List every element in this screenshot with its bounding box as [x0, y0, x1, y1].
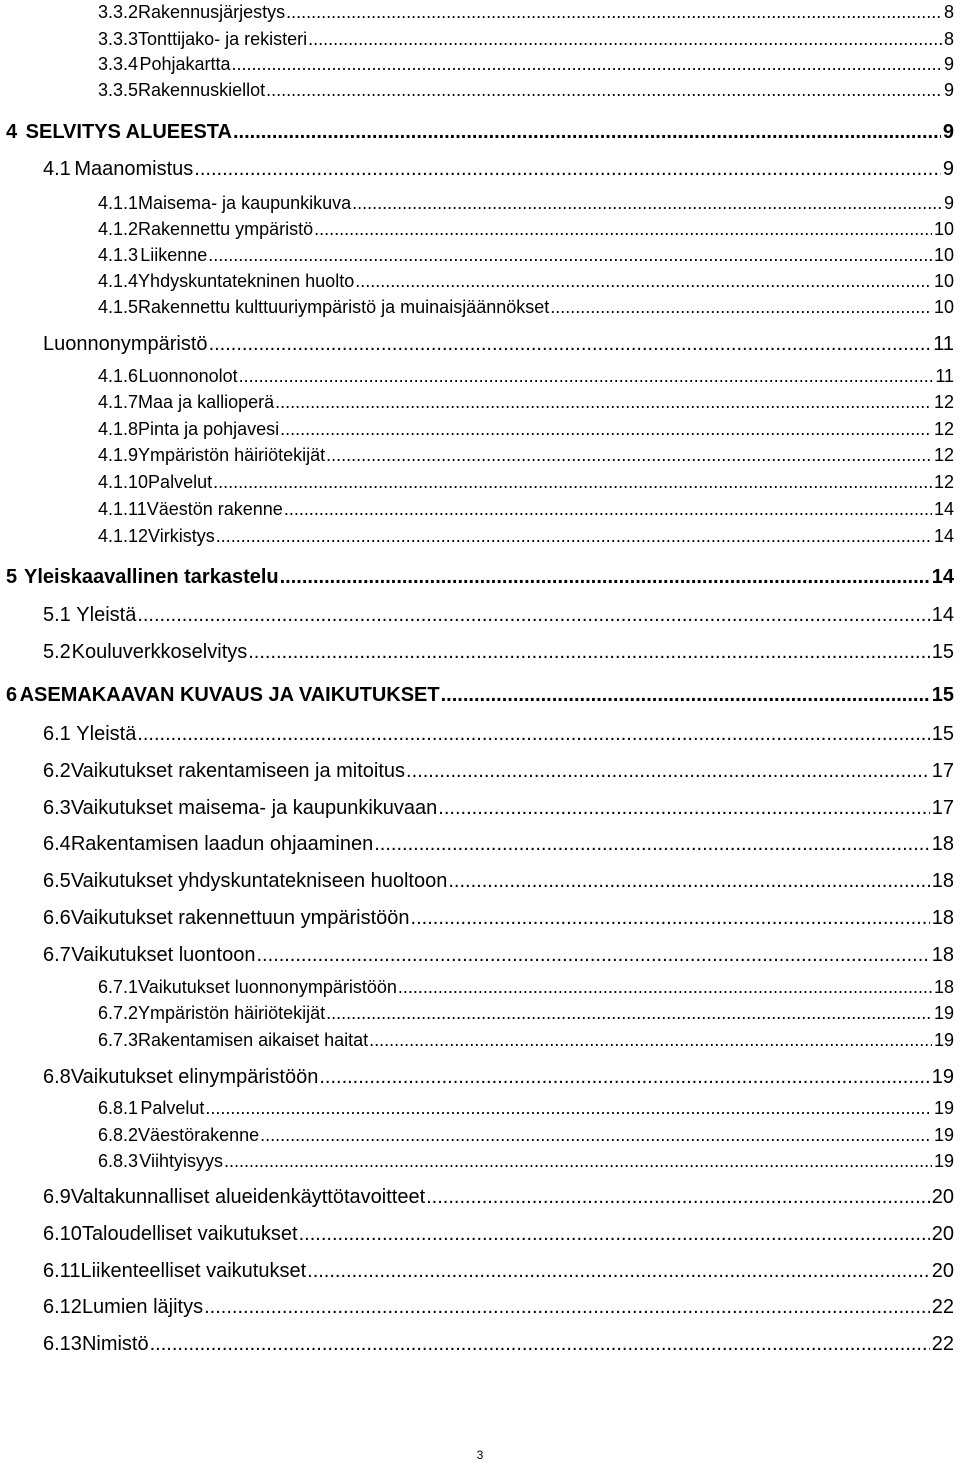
toc-entry-page: 11 [933, 333, 954, 355]
dot-leader [319, 1066, 929, 1089]
toc-entry-title: Valtakunnalliset alueidenkäyttötavoitteet [70, 1186, 426, 1208]
toc-entry-number: 4.1.1 [98, 193, 139, 213]
toc-entry-number: 4.1.4 [98, 271, 139, 291]
dot-leader [137, 604, 929, 627]
dot-leader [280, 419, 932, 440]
toc-entry-number: 3.3.2 [98, 2, 139, 22]
toc-entry-number: 6.8.1 [98, 1098, 139, 1118]
toc-entry[interactable] [98, 419, 954, 440]
dot-leader [307, 1260, 930, 1283]
dot-leader [205, 1098, 932, 1119]
toc-entry-title: Viihtyisyys [139, 1151, 223, 1171]
dot-leader [275, 392, 932, 413]
toc-entry[interactable] [43, 604, 954, 627]
toc-entry-title: Väestörakenne [138, 1125, 260, 1145]
toc-entry-number: 6.5 [43, 870, 71, 892]
dot-leader [208, 245, 932, 266]
dot-leader [441, 684, 930, 707]
toc-entry-title: Nimistö [81, 1333, 149, 1355]
toc-entry-page: 15 [931, 723, 954, 745]
toc-entry-title: ASEMAKAAVAN KUVAUS JA VAIKUTUKSET [19, 684, 440, 706]
toc-entry[interactable] [43, 1066, 954, 1089]
toc-entry[interactable] [98, 297, 954, 318]
toc-entry[interactable] [98, 472, 954, 493]
page-number: 3 [476, 1448, 484, 1462]
toc-entry-title: Yleiskaavallinen tarkastelu [24, 566, 279, 588]
toc-entry-page: 14 [933, 526, 954, 546]
dot-leader [374, 833, 930, 856]
toc-entry[interactable] [98, 271, 954, 292]
toc-entry-title: Virkistys [148, 526, 215, 546]
toc-entry-page: 10 [933, 297, 954, 317]
toc-entry-page: 20 [931, 1260, 954, 1282]
toc-entry-page: 8 [943, 2, 954, 22]
toc-entry-page: 14 [931, 566, 954, 588]
toc-entry-title: Ympäristön häiriötekijät [138, 445, 326, 465]
toc-entry-page: 18 [931, 870, 954, 892]
toc-entry-title: Vaikutukset rakennettuun ympäristöön [70, 907, 410, 929]
toc-entry-title: Vaikutukset maisema- ja kaupunkikuvaan [70, 797, 438, 819]
toc-entry-title: Vaikutukset luontoon [71, 944, 256, 966]
toc-entry-number: 4.1.10 [98, 472, 149, 492]
toc-entry-page: 9 [943, 80, 954, 100]
toc-entry-number: 6.3 [43, 797, 71, 819]
toc-entry[interactable] [43, 723, 954, 746]
toc-entry-page: 17 [931, 760, 954, 782]
toc-entry-page: 19 [933, 1098, 954, 1118]
toc-entry[interactable] [43, 641, 954, 664]
toc-entry-number: 4.1.5 [98, 297, 139, 317]
toc-entry-title: Rakentamisen laadun ohjaaminen [70, 833, 374, 855]
toc-entry-page: 9 [942, 121, 954, 143]
toc-entry-title: Vaikutukset yhdyskuntatekniseen huoltoon [70, 870, 448, 892]
toc-entry-number: 4.1.9 [98, 445, 139, 465]
toc-entry[interactable] [43, 760, 954, 783]
toc-entry-title: Lumien läjitys [81, 1296, 204, 1318]
toc-entry-number: 6.8.2 [98, 1125, 139, 1145]
toc-entry-number: 4.1.8 [98, 419, 139, 439]
toc-entry-page: 18 [931, 833, 954, 855]
toc-entry-title: Maa ja kallioperä [138, 392, 275, 412]
dot-leader [137, 723, 929, 746]
toc-entry-number: 6.6 [43, 907, 71, 929]
toc-entry-number: 6.8 [43, 1066, 71, 1088]
toc-entry-title: Yleistä [76, 604, 137, 626]
toc-entry-number: 6.2 [43, 760, 71, 782]
toc-entry-title: SELVITYS ALUEESTA [25, 121, 232, 143]
toc-entry-page: 10 [933, 271, 954, 291]
toc-entry[interactable] [98, 499, 954, 520]
toc-entry-title: Vaikutukset elinympäristöön [70, 1066, 319, 1088]
toc-entry-number: 4.1.2 [98, 219, 139, 239]
toc-entry-number: 5.1 [43, 604, 71, 626]
toc-entry[interactable] [43, 907, 954, 930]
dot-leader [355, 271, 932, 292]
toc-entry-title: Yleistä [76, 723, 137, 745]
toc-entry[interactable] [43, 1260, 954, 1283]
toc-entry-number: 4.1.11 [98, 499, 147, 519]
toc-entry[interactable] [98, 1003, 954, 1024]
toc-entry-page: 19 [933, 1151, 954, 1171]
dot-leader [266, 80, 942, 101]
toc-entry[interactable] [6, 121, 954, 144]
toc-entry-title: Pohjakartta [139, 54, 231, 74]
toc-entry-page: 10 [933, 245, 954, 265]
dot-leader [213, 472, 932, 493]
toc-entry[interactable] [43, 1333, 954, 1356]
dot-leader [426, 1186, 930, 1209]
dot-leader [308, 29, 942, 50]
toc-entry[interactable] [98, 977, 954, 998]
toc-entry[interactable] [6, 684, 954, 707]
dot-leader [352, 193, 942, 214]
dot-leader [448, 870, 929, 893]
toc-entry-number: 6.7.2 [98, 1003, 139, 1023]
toc-entry-page: 12 [933, 419, 954, 439]
dot-leader [232, 54, 942, 75]
toc-entry-title: Rakennusjärjestys [138, 2, 286, 22]
toc-entry[interactable] [98, 2, 954, 23]
toc-entry-title: Maanomistus [74, 158, 194, 180]
toc-entry-title: Väestön rakenne [146, 499, 283, 519]
dot-leader [326, 1003, 932, 1024]
toc-entry-page: 18 [931, 944, 954, 966]
dot-leader [216, 526, 932, 547]
toc-entry-title: Palvelut [148, 472, 213, 492]
toc-entry-number: 3.3.4 [98, 54, 139, 74]
toc-entry[interactable] [98, 80, 954, 101]
toc-entry-number: 6.4 [43, 833, 71, 855]
toc-entry-page: 18 [933, 977, 954, 997]
dot-leader [194, 158, 941, 181]
toc-entry-page: 20 [931, 1186, 954, 1208]
toc-entry[interactable] [98, 54, 954, 75]
toc-entry-title: Rakennettu kulttuuriympäristö ja muinaisjäännökset [138, 297, 550, 317]
toc-entry-page: 12 [933, 445, 954, 465]
dot-leader [248, 641, 930, 664]
toc-entry-title: Palvelut [140, 1098, 205, 1118]
dot-leader [256, 944, 929, 967]
toc-entry-page: 15 [931, 684, 954, 706]
toc-entry-title: Pinta ja pohjavesi [138, 419, 280, 439]
toc-entry-number: 3.3.5 [98, 80, 139, 100]
toc-entry-number: 6 [6, 684, 18, 706]
toc-entry-number: 4.1 [43, 158, 71, 180]
toc-entry-number: 4.1.12 [98, 526, 149, 546]
toc-entry-number: 6.11 [43, 1260, 81, 1282]
toc-entry[interactable] [98, 1151, 954, 1172]
toc-entry-number: 6.7.1 [98, 977, 139, 997]
toc-entry-page: 22 [931, 1296, 954, 1318]
toc-entry-number: 6.1 [43, 723, 71, 745]
dot-leader [438, 797, 929, 820]
toc-entry[interactable] [98, 392, 954, 413]
dot-leader [260, 1125, 932, 1146]
dot-leader [284, 499, 932, 520]
dot-leader [209, 333, 932, 356]
toc-entry-page: 19 [933, 1003, 954, 1023]
toc-entry-title: Yhdyskuntatekninen huolto [138, 271, 355, 291]
dot-leader [314, 219, 932, 240]
toc-entry-page: 18 [931, 907, 954, 929]
toc-entry[interactable] [98, 29, 954, 50]
toc-entry-number: 5 [6, 566, 18, 588]
toc-entry[interactable] [43, 870, 954, 893]
toc-entry-page: 22 [931, 1333, 954, 1355]
toc-entry-page: 8 [943, 29, 954, 49]
toc-entry-title: Rakentamisen aikaiset haitat [138, 1030, 369, 1050]
toc-entry[interactable] [98, 1030, 954, 1051]
toc-entry-number: 6.9 [43, 1186, 71, 1208]
toc-entry-number: 4.1.7 [98, 392, 139, 412]
dot-leader [326, 445, 932, 466]
dot-leader [233, 121, 941, 144]
toc-entry[interactable] [43, 944, 954, 967]
toc-entry[interactable] [43, 333, 954, 356]
toc-entry-page: 19 [933, 1030, 954, 1050]
toc-entry-page: 15 [931, 641, 954, 663]
toc-entry-page: 12 [933, 392, 954, 412]
toc-entry-number: 6.7 [43, 944, 71, 966]
toc-entry-number: 4 [6, 121, 18, 143]
toc-entry[interactable] [98, 445, 954, 466]
toc-entry[interactable] [98, 1125, 954, 1146]
toc-entry-title: Vaikutukset rakentamiseen ja mitoitus [70, 760, 406, 782]
toc-entry-title: Ympäristön häiriötekijät [138, 1003, 326, 1023]
toc-entry-number: 6.8.3 [98, 1151, 139, 1171]
toc-entry-page: 9 [943, 193, 954, 213]
toc-entry-page: 17 [931, 797, 954, 819]
toc-entry-number: 6.7.3 [98, 1030, 139, 1050]
toc-entry-title: Rakennuskiellot [138, 80, 266, 100]
toc-entry-page: 14 [933, 499, 954, 519]
toc-entry-page: 14 [931, 604, 954, 626]
toc-entry-title: Maisema- ja kaupunkikuva [138, 193, 352, 213]
toc-entry-page: 20 [931, 1223, 954, 1245]
toc-entry-number: 6.10 [43, 1223, 82, 1245]
dot-leader [224, 1151, 932, 1172]
toc-entry-title: Luonnonympäristö [43, 333, 208, 355]
toc-entry[interactable] [6, 566, 954, 589]
toc-entry-page: 12 [933, 472, 954, 492]
toc-entry[interactable] [98, 219, 954, 240]
dot-leader [369, 1030, 932, 1051]
toc-entry-title: Tonttijako- ja rekisteri [138, 29, 308, 49]
toc-entry-page: 19 [931, 1066, 954, 1088]
toc-entry-number: 6.13 [43, 1333, 82, 1355]
dot-leader [280, 566, 930, 589]
toc-entry[interactable] [43, 1186, 954, 1209]
dot-leader [398, 977, 932, 998]
toc-entry-number: 4.1.6 [98, 366, 139, 386]
toc-entry-page: 11 [935, 366, 954, 386]
toc-entry-number: 4.1.3 [98, 245, 139, 265]
dot-leader [299, 1223, 930, 1246]
toc-entry[interactable] [98, 366, 954, 387]
toc-entry[interactable] [43, 797, 954, 820]
toc-entry[interactable] [98, 526, 954, 547]
toc-entry[interactable] [98, 193, 954, 214]
dot-leader [239, 366, 934, 387]
dot-leader [550, 297, 932, 318]
toc-entry-title: Luonnonolot [138, 366, 238, 386]
toc-entry[interactable] [43, 833, 954, 856]
dot-leader [286, 2, 942, 23]
dot-leader [406, 760, 930, 783]
dot-leader [204, 1296, 930, 1319]
toc-entry[interactable] [43, 158, 954, 181]
toc-entry-title: Kouluverkkoselvitys [71, 641, 248, 663]
toc-entry-page: 10 [933, 219, 954, 239]
toc-entry[interactable] [98, 245, 954, 266]
dot-leader [150, 1333, 930, 1356]
toc-entry-title: Liikenne [140, 245, 208, 265]
toc-entry[interactable] [43, 1296, 954, 1319]
toc-entry-title: Liikenteelliset vaikutukset [80, 1260, 307, 1282]
toc-entry-number: 5.2 [43, 641, 71, 663]
toc-entry-title: Vaikutukset luonnonympäristöön [138, 977, 397, 997]
toc-entry-page: 19 [933, 1125, 954, 1145]
dot-leader [411, 907, 930, 930]
toc-entry-number: 6.12 [43, 1296, 82, 1318]
toc-entry-number: 3.3.3 [98, 29, 139, 49]
toc-entry-title: Taloudelliset vaikutukset [81, 1223, 298, 1245]
toc-entry[interactable] [43, 1223, 954, 1246]
toc-entry[interactable] [98, 1098, 954, 1119]
toc-entry-page: 9 [943, 54, 954, 74]
toc-entry-title: Rakennettu ympäristö [138, 219, 314, 239]
toc-entry-page: 9 [942, 158, 954, 180]
